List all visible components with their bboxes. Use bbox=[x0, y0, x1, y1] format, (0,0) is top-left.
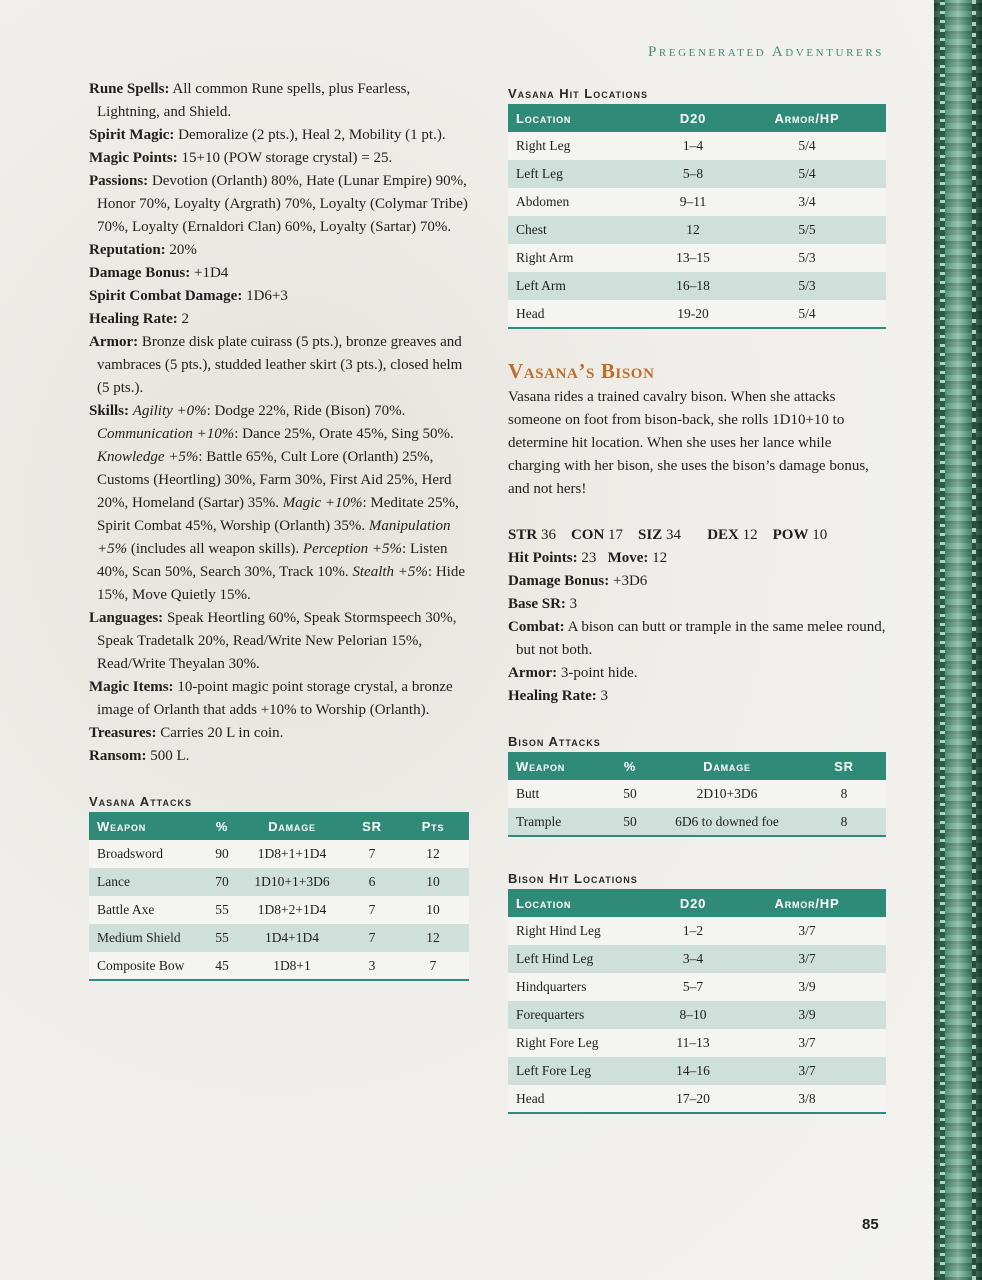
table-row bbox=[89, 896, 469, 924]
cell: 50 bbox=[608, 808, 652, 836]
cell: 9–11 bbox=[658, 188, 728, 216]
table-row bbox=[508, 780, 886, 808]
cell: 6D6 to downed foe bbox=[652, 808, 802, 836]
cell: Hindquarters bbox=[508, 973, 658, 1001]
bison-section-title: Vasana’s Bison bbox=[508, 359, 655, 383]
bison-combat: Combat: A bison can butt or trample in the same melee round, but not both. bbox=[508, 619, 886, 658]
cell: 1–2 bbox=[658, 917, 728, 945]
damage-bonus: Damage Bonus: +1D4 bbox=[89, 265, 229, 281]
cell: 5–7 bbox=[658, 973, 728, 1001]
cell: 3/4 bbox=[728, 188, 886, 216]
cell: 1D8+1+1D4 bbox=[237, 840, 347, 868]
table-row bbox=[89, 868, 469, 896]
table-row bbox=[89, 924, 469, 952]
cell: 1D8+2+1D4 bbox=[237, 896, 347, 924]
cell: 1D8+1 bbox=[237, 952, 347, 980]
cell: Left Fore Leg bbox=[508, 1057, 658, 1085]
bison-hit-locations-title: Bison Hit Locations bbox=[508, 871, 638, 886]
table-row bbox=[508, 973, 886, 1001]
col-header: Weapon bbox=[508, 752, 608, 780]
cell: Left Leg bbox=[508, 160, 658, 188]
healing-rate: Healing Rate: 2 bbox=[89, 311, 189, 327]
col-header: Pts bbox=[397, 812, 469, 840]
cell: 70 bbox=[207, 868, 237, 896]
cell: 3/7 bbox=[728, 945, 886, 973]
cell: 5/4 bbox=[728, 160, 886, 188]
cell: 10 bbox=[397, 868, 469, 896]
col-header: D20 bbox=[658, 889, 728, 917]
cell: 7 bbox=[397, 952, 469, 980]
col-header: % bbox=[207, 812, 237, 840]
cell: 7 bbox=[347, 840, 397, 868]
cell: 5/3 bbox=[728, 244, 886, 272]
skills: Skills: Agility +0%: Dodge 22%, Ride (Bison) 70%. Communication +10%: Dance 25%, Orate 45%, Sing 50%. Knowledge +5%: Battle 65%, Cult Lore (Orlanth) 25%, Customs (Heortling) 30%, Farm 30%, First Aid 25%, Herd 20%, Homeland (Sartar) 35%. Magic +10%: Meditate 25%, Spirit Combat 45%, Worship (Orlanth) 35%. Manipulation +5% (includes all weapon skills). Perception +5%: Listen 40%, Scan 50%, Search 30%, Track 10%. Stealth +5%: Hide 15%, Move Quietly 15%. bbox=[89, 403, 465, 603]
cell: 45 bbox=[207, 952, 237, 980]
col-header: Damage bbox=[652, 752, 802, 780]
spirit-magic: Spirit Magic: Demoralize (2 pts.), Heal 2, Mobility (1 pt.). bbox=[89, 127, 446, 143]
cell: Medium Shield bbox=[89, 924, 207, 952]
col-header: Location bbox=[508, 104, 658, 132]
vasana-attacks-title: Vasana Attacks bbox=[89, 794, 193, 809]
cell: 3/8 bbox=[728, 1085, 886, 1113]
col-header: D20 bbox=[658, 104, 728, 132]
cell: Chest bbox=[508, 216, 658, 244]
cell: 17–20 bbox=[658, 1085, 728, 1113]
cell: 5/4 bbox=[728, 300, 886, 328]
table-row bbox=[508, 216, 886, 244]
rune-spells: Rune Spells: All common Rune spells, plus Fearless, Lightning, and Shield. bbox=[89, 81, 411, 120]
table-row bbox=[508, 300, 886, 328]
cell: 3/7 bbox=[728, 1029, 886, 1057]
bison-hit-points-move: Hit Points: 23 Move: 12 bbox=[508, 550, 668, 566]
cell: 3/9 bbox=[728, 1001, 886, 1029]
bison-armor: Armor: 3-point hide. bbox=[508, 665, 638, 681]
reputation: Reputation: 20% bbox=[89, 242, 197, 258]
page-number: 85 bbox=[862, 1216, 879, 1233]
cell: 12 bbox=[658, 216, 728, 244]
cell: 3/7 bbox=[728, 1057, 886, 1085]
cell: Lance bbox=[89, 868, 207, 896]
bison-base-sr: Base SR: 3 bbox=[508, 596, 578, 612]
table-row bbox=[89, 840, 469, 868]
cell: Broadsword bbox=[89, 840, 207, 868]
cell: 3–4 bbox=[658, 945, 728, 973]
cell: 6 bbox=[347, 868, 397, 896]
col-header: SR bbox=[347, 812, 397, 840]
cell: 55 bbox=[207, 896, 237, 924]
cell: 16–18 bbox=[658, 272, 728, 300]
cell: Head bbox=[508, 1085, 658, 1113]
cell: 11–13 bbox=[658, 1029, 728, 1057]
table-row bbox=[508, 1057, 886, 1085]
passions: Passions: Devotion (Orlanth) 80%, Hate (Lunar Empire) 90%, Honor 70%, Loyalty (Argrath) 70%, Loyalty (Colymar Tribe) 70%, Loyalty (Ernaldori Clan) 60%, Loyalty (Sartar) 70%. bbox=[89, 173, 468, 235]
cell: Forequarters bbox=[508, 1001, 658, 1029]
cell: 5/3 bbox=[728, 272, 886, 300]
spirit-combat-damage: Spirit Combat Damage: 1D6+3 bbox=[89, 288, 288, 304]
treasures: Treasures: Carries 20 L in coin. bbox=[89, 725, 284, 741]
bison-hit-locations-table bbox=[508, 889, 886, 1114]
table-row bbox=[508, 945, 886, 973]
cell: 3 bbox=[347, 952, 397, 980]
cell: 8 bbox=[802, 808, 886, 836]
cell: Battle Axe bbox=[89, 896, 207, 924]
armor: Armor: Bronze disk plate cuirass (5 pts.), bronze greaves and vambraces (5 pts.), studded leather skirt (3 pts.), closed helm (5 pts.). bbox=[89, 334, 463, 396]
table-row bbox=[89, 952, 469, 980]
vasana-attacks-table bbox=[89, 812, 469, 981]
col-header: Armor/HP bbox=[728, 889, 886, 917]
col-header: Armor/HP bbox=[728, 104, 886, 132]
bison-attacks-table bbox=[508, 752, 886, 837]
cell: 13–15 bbox=[658, 244, 728, 272]
cell: 1–4 bbox=[658, 132, 728, 160]
vasana-hit-locations-table bbox=[508, 104, 886, 329]
cell: Trample bbox=[508, 808, 608, 836]
cell: 7 bbox=[347, 924, 397, 952]
cell: Butt bbox=[508, 780, 608, 808]
cell: 1D10+1+3D6 bbox=[237, 868, 347, 896]
cell: Right Arm bbox=[508, 244, 658, 272]
col-header: % bbox=[608, 752, 652, 780]
decorative-border bbox=[934, 0, 982, 1280]
cell: 12 bbox=[397, 840, 469, 868]
table-row bbox=[508, 808, 886, 836]
cell: 50 bbox=[608, 780, 652, 808]
cell: 19-20 bbox=[658, 300, 728, 328]
table-row bbox=[508, 160, 886, 188]
cell: 12 bbox=[397, 924, 469, 952]
table-row bbox=[508, 1029, 886, 1057]
magic-points: Magic Points: 15+10 (POW storage crystal) = 25. bbox=[89, 150, 393, 166]
table-row bbox=[508, 1085, 886, 1113]
table-row bbox=[508, 244, 886, 272]
bison-damage-bonus: Damage Bonus: +3D6 bbox=[508, 573, 648, 589]
running-head: Pregenerated Adventurers bbox=[647, 44, 884, 60]
bison-characteristics: STR 36 CON 17 SIZ 34 DEX 12 POW 10 bbox=[508, 527, 828, 543]
cell: Left Hind Leg bbox=[508, 945, 658, 973]
vasana-hit-locations-title: Vasana Hit Locations bbox=[508, 86, 649, 101]
languages: Languages: Speak Heortling 60%, Speak Stormspeech 30%, Speak Tradetalk 20%, Read/Write New Pelorian 15%, Read/Write Theyalan 30%. bbox=[89, 610, 457, 672]
ransom: Ransom: 500 L. bbox=[89, 748, 190, 764]
cell: Right Hind Leg bbox=[508, 917, 658, 945]
cell: 3/9 bbox=[728, 973, 886, 1001]
cell: 8–10 bbox=[658, 1001, 728, 1029]
cell: Abdomen bbox=[508, 188, 658, 216]
cell: 5/5 bbox=[728, 216, 886, 244]
table-row bbox=[508, 132, 886, 160]
cell: Head bbox=[508, 300, 658, 328]
table-row bbox=[508, 917, 886, 945]
table-row bbox=[508, 1001, 886, 1029]
cell: 1D4+1D4 bbox=[237, 924, 347, 952]
cell: Composite Bow bbox=[89, 952, 207, 980]
cell: Left Arm bbox=[508, 272, 658, 300]
cell: 5–8 bbox=[658, 160, 728, 188]
cell: Right Leg bbox=[508, 132, 658, 160]
cell: 55 bbox=[207, 924, 237, 952]
cell: 5/4 bbox=[728, 132, 886, 160]
bison-intro: Vasana rides a trained cavalry bison. When she attacks someone on foot from bison-back, she rolls 1D10+10 to determine hit location. When she uses her lance while charging with her bison, she uses the bison’s damage bonus, and not hers! bbox=[508, 389, 869, 497]
table-row bbox=[508, 188, 886, 216]
bison-attacks-title: Bison Attacks bbox=[508, 734, 601, 749]
cell: 3/7 bbox=[728, 917, 886, 945]
cell: 7 bbox=[347, 896, 397, 924]
cell: 2D10+3D6 bbox=[652, 780, 802, 808]
right-column bbox=[508, 86, 886, 1114]
magic-items: Magic Items: 10-point magic point storage crystal, a bronze image of Orlanth that adds +10% to Worship (Orlanth). bbox=[89, 679, 453, 718]
cell: 90 bbox=[207, 840, 237, 868]
table-row bbox=[508, 272, 886, 300]
cell: Right Fore Leg bbox=[508, 1029, 658, 1057]
col-header: SR bbox=[802, 752, 886, 780]
cell: 8 bbox=[802, 780, 886, 808]
col-header: Location bbox=[508, 889, 658, 917]
cell: 14–16 bbox=[658, 1057, 728, 1085]
col-header: Damage bbox=[237, 812, 347, 840]
bison-healing-rate: Healing Rate: 3 bbox=[508, 688, 608, 704]
col-header: Weapon bbox=[89, 812, 207, 840]
cell: 10 bbox=[397, 896, 469, 924]
left-column bbox=[89, 78, 469, 981]
